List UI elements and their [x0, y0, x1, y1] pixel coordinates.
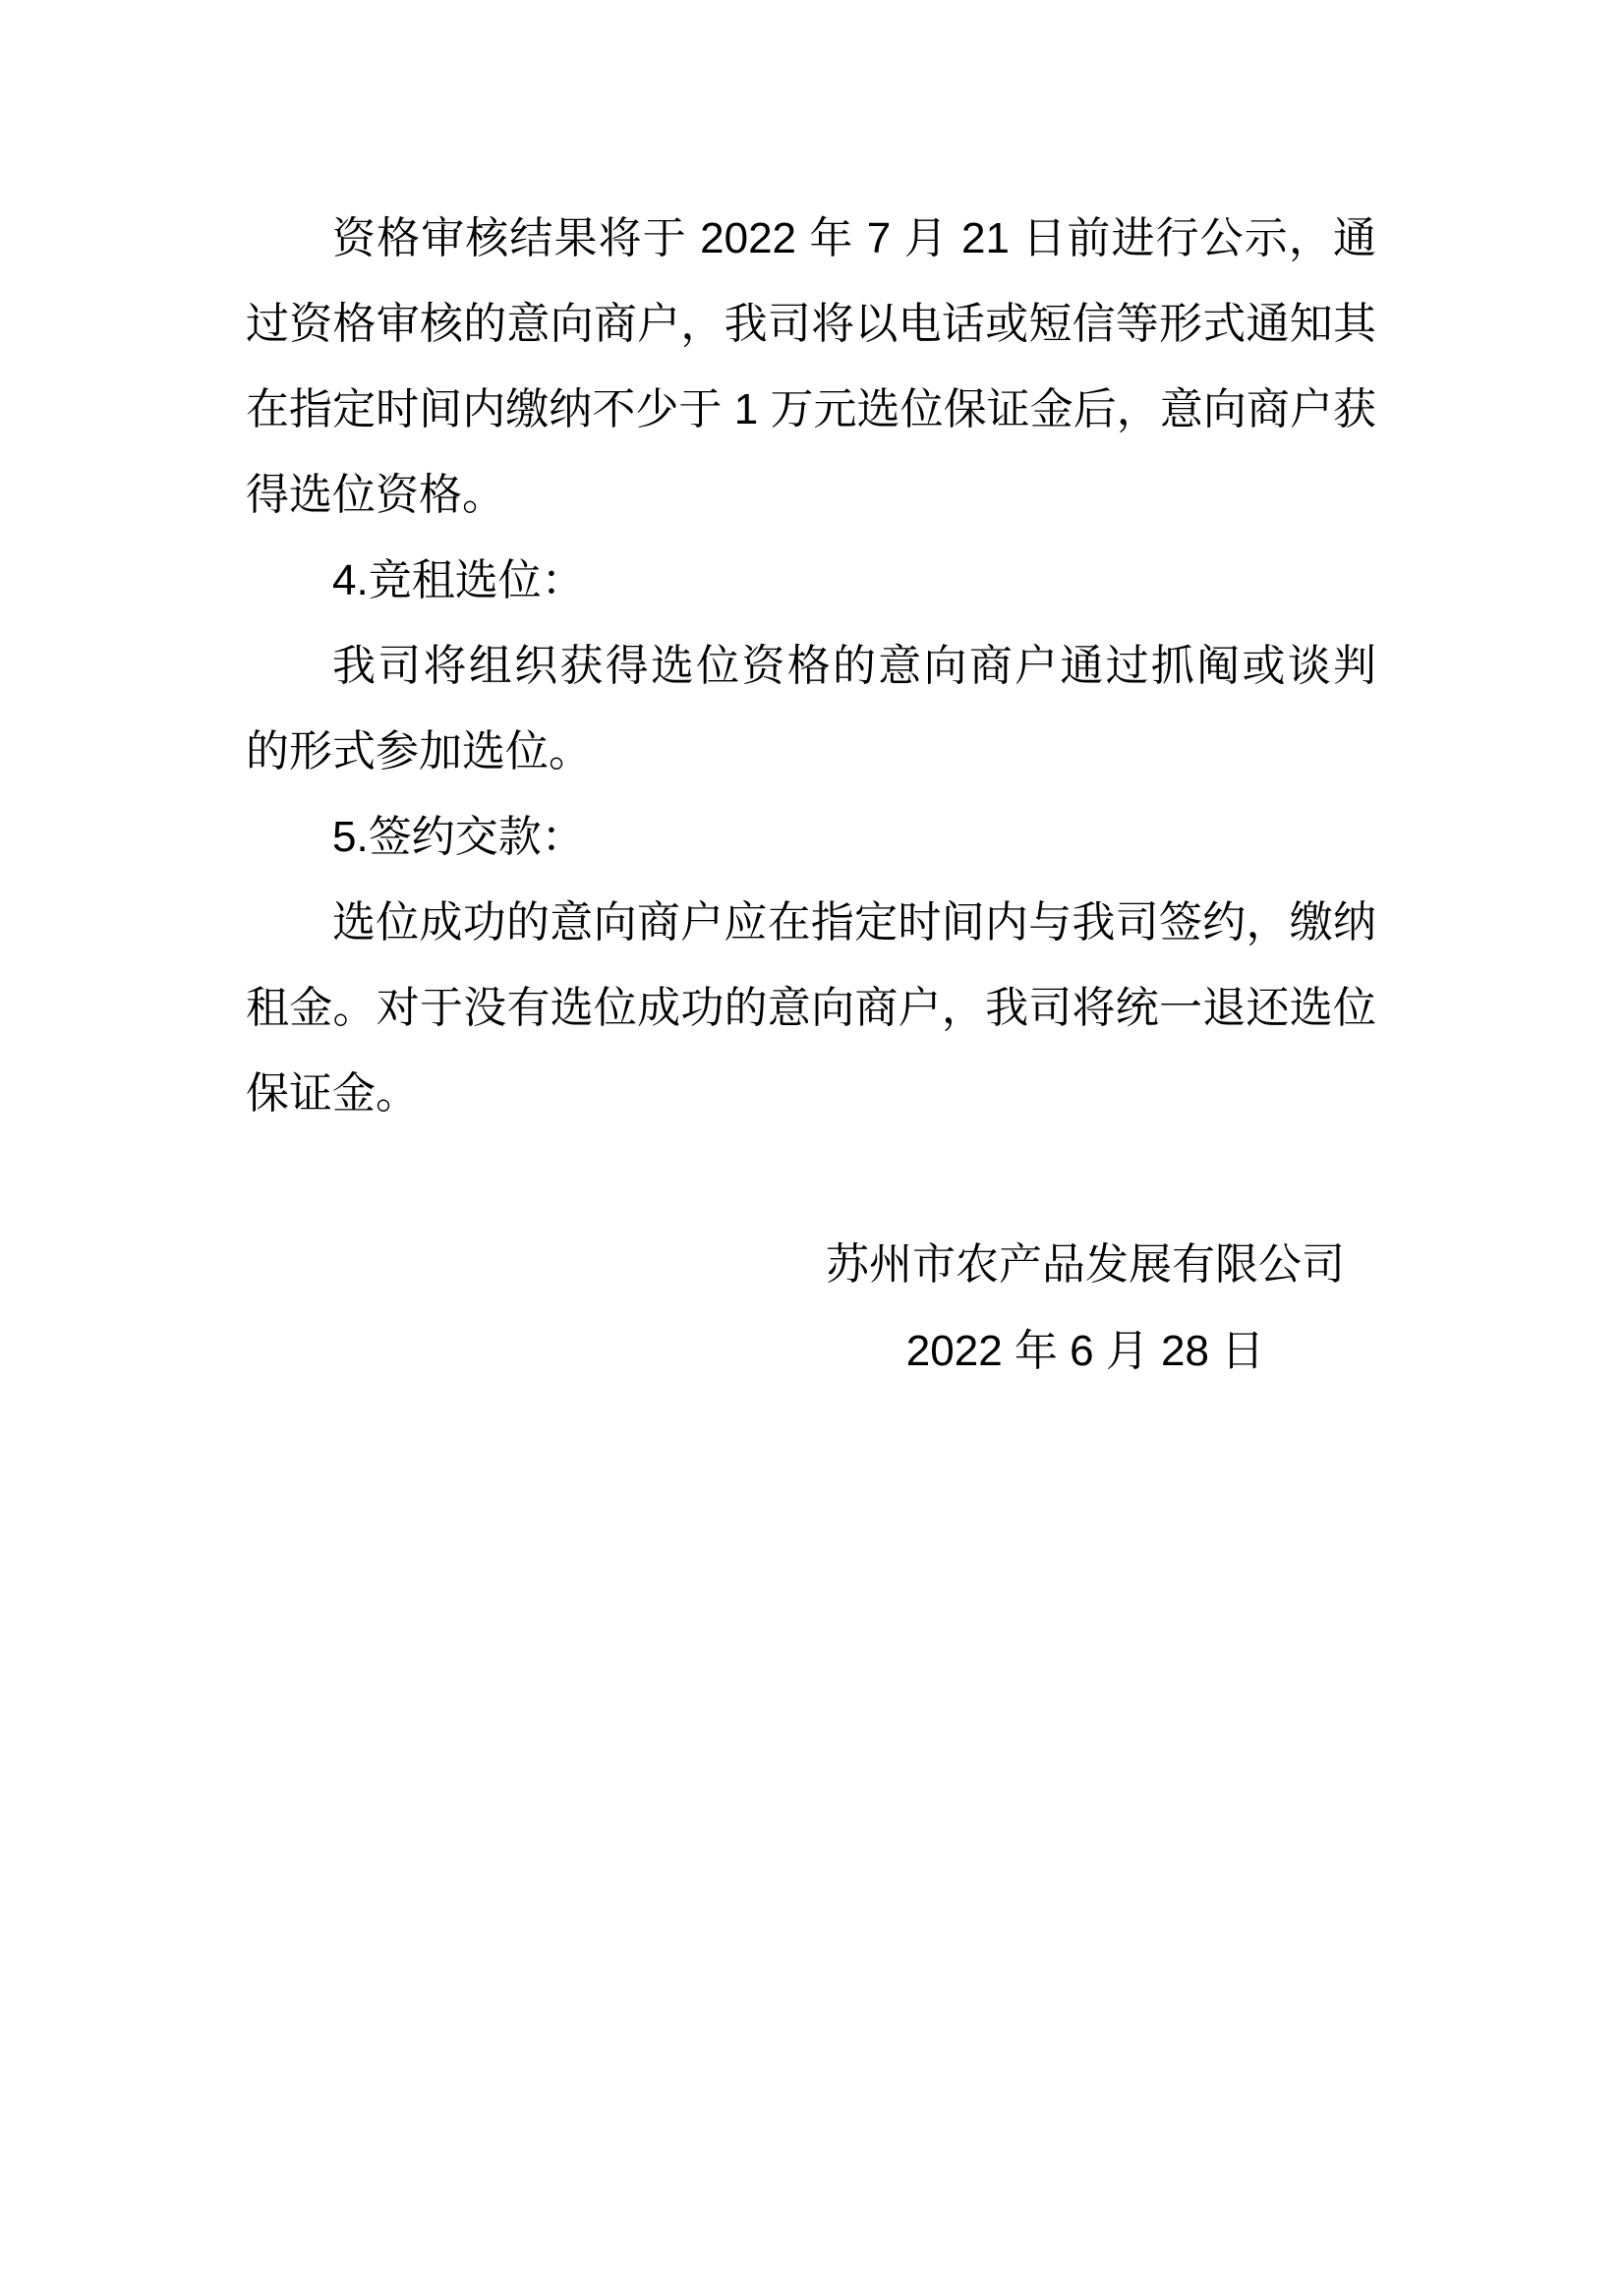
doc-line: 选位成功的意向商户应在指定时间内与我司签约，缴纳: [332, 898, 1376, 947]
doc-line: 得选位资格。: [246, 471, 505, 519]
doc-line: 在指定时间内缴纳不少于 1 万元选位保证金后，意向商户获: [246, 385, 1376, 433]
doc-line: 过资格审核的意向商户，我司将以电话或短信等形式通知其: [246, 300, 1376, 348]
signature-date-line: 2022 年 6 月 28 日: [905, 1327, 1265, 1375]
blank-line: [246, 1136, 1376, 1222]
doc-line: 的形式参加选位。: [246, 727, 592, 775]
doc-line: 保证金。: [246, 1069, 419, 1118]
document-body: [246, 196, 1376, 1136]
signature-company-line: 苏州市农产品发展有限公司: [826, 1240, 1345, 1289]
doc-line-heading-5: 5.签约交款：: [332, 813, 585, 861]
doc-line-heading-4: 4.竞租选位：: [332, 556, 585, 604]
doc-line: 租金。对于没有选位成功的意向商户，我司将统一退还选位: [246, 984, 1376, 1032]
doc-line: 我司将组织获得选位资格的意向商户通过抓阄或谈判: [332, 642, 1376, 690]
doc-line: 资格审核结果将于 2022 年 7 月 21 日前进行公示，通: [332, 214, 1376, 262]
signature-block: [826, 1222, 1345, 1395]
